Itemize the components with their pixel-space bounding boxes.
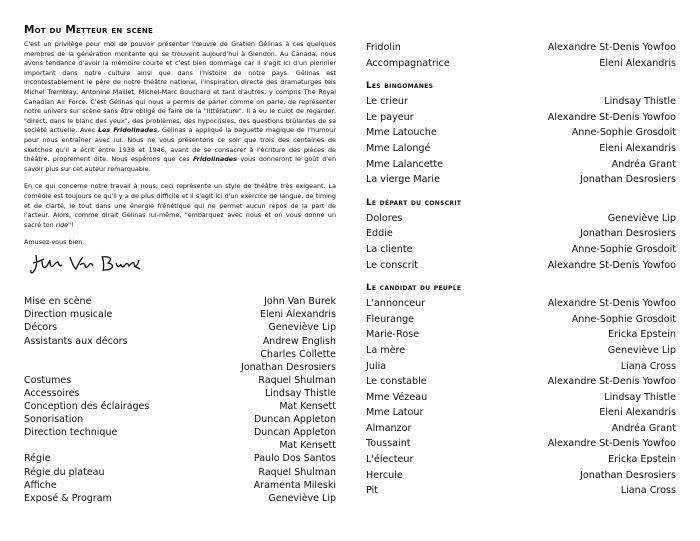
credit-row: Exposé & Program Geneviève Lip <box>24 492 336 504</box>
cast-row: Le conscrit Alexandre St-Denis Yowfoo <box>366 259 676 271</box>
cast-row: Julia Liana Cross <box>366 360 676 372</box>
amusez-vous: Amusez-vous bien. <box>24 238 85 247</box>
signature-image <box>28 251 148 277</box>
credit-row: Régie Paulo Dos Santos <box>24 453 336 465</box>
cast-row: Le constable Alexandre St-Denis Yowfoo <box>366 376 676 388</box>
section-title-bingomanes: Les bingomanes <box>366 81 434 92</box>
credit-row: Affiche Aramenta Mileski <box>24 479 336 491</box>
cast-row: L'électeur Ericka Epstein <box>366 454 676 466</box>
cast-row: Mme Lalancette Andréa Grant <box>366 158 676 170</box>
left-column <box>24 24 336 505</box>
credit-row: Conception des éclairages Mat Kensett <box>24 401 336 413</box>
cast-row: Fleurange Anne-Sophie Grosdoit <box>366 313 676 325</box>
credit-row: Régie du plateau Raquel Shulman <box>24 466 336 478</box>
section-conscrit <box>366 211 676 273</box>
credit-row: Direction technique Duncan Appleton <box>24 427 336 439</box>
credit-row: Jonathan Desrosiers <box>241 361 336 373</box>
cast-row: Mme Latouche Anne-Sophie Grosdoit <box>366 127 676 139</box>
credit-row: Costumes Raquel Shulman <box>24 374 336 386</box>
right-column <box>366 40 676 499</box>
cast-row: Le payeur Alexandre St-Denis Yowfoo <box>366 111 676 123</box>
credits-list <box>24 295 336 505</box>
mot-p2-italic: ride <box>55 220 69 229</box>
cast-row: Pit Liana Cross <box>366 485 676 497</box>
cast-row: Fridolin Alexandre St-Denis Yowfoo <box>366 42 676 53</box>
mot-title: Mot du Metteur en scène <box>24 24 153 36</box>
cast-row: Mme Vézeau Lindsay Thistle <box>366 391 676 403</box>
credit-row: Charles Collette <box>260 348 336 360</box>
section-title-conscrit: Le départ du conscrit <box>366 197 462 208</box>
mot-p1-c: vous donneront le goût d'en savoir plus sur cet auteur remarquable. <box>24 155 336 173</box>
fridolinades-title-1: Les Fridolinades <box>97 126 158 135</box>
credit-row: Décors Geneviève Lip <box>24 322 336 334</box>
cast-row: Toussaint Alexandre St-Denis Yowfoo <box>366 438 676 450</box>
cast-row: Le crieur Lindsay Thistle <box>366 96 676 108</box>
credit-row: Assistants aux décors Andrew English <box>24 335 336 347</box>
credit-row: Mise en scène John Van Burek <box>24 296 336 308</box>
cast-row: Mme Lalongé Eleni Alexandris <box>366 142 676 154</box>
credit-row: Mat Kensett <box>279 440 336 452</box>
section-title-candidat: Le candidat du peuple <box>366 283 462 294</box>
cast-row: Marie-Rose Ericka Epstein <box>366 329 676 341</box>
cast-row: Almanzor Andréa Grant <box>366 422 676 434</box>
mot-p2-end: "! <box>68 220 74 229</box>
cast-intro <box>366 40 676 71</box>
cast-row: Hercule Jonathan Desrosiers <box>366 469 676 481</box>
cast-row: Dolores Geneviève Lip <box>366 212 676 224</box>
cast-row: L'annonceur Alexandre St-Denis Yowfoo <box>366 298 676 310</box>
mot-p2: En ce qui concerne notre travail à nous, ceci représente un style de théâtre très exigeant. La comédie est toujours ce qu'il y a de plus difficile et il s'agit ici d'un exercice de langue, de timing et de clarté, le tout dans une énergie frénétique qui ne permet aucun repos de la part de l'acteur. Alors, comme dirait Gélinas lui-même, "embarquez avec nous et on vous donne un sacré ton <box>24 182 336 229</box>
mot-paragraph-1 <box>24 40 336 174</box>
cast-row: La mère Geneviève Lip <box>366 344 676 356</box>
section-bingomanes <box>366 94 676 188</box>
section-candidat <box>366 296 676 499</box>
mot-p1-a: C'est un privilège pour moi de pouvoir présenter l'œuvre de Gratien Gélinas à ces quelques membres de la génération montante qui se trouvent aujourd'hui à Glendon. Au Canada, nous avons tendance d'avoir la mémoire courte et c'est bien dommage car il s'agit ici d'un pionnier important dans notre culture ainsi que dans l'histoire de notre pays. Gélinas est incontestablement le père de notre théâtre national, l'inspiration directe des dramaturges tels Michel Tremblay, Antonine Maillet, Michel-Marc Bouchard et tant d'autres, y compris The Royal Canadian Air Force. C'est Gélinas qui nous a permis de parler comme on parle, de représenter notre univers sur scène sans être obligé de faire de la "littérature". Il a eu le culot de regarder, "direct, dans le blanc des yeux", des problèmes, des hypocrisies, des questions brûlantes de sa société actuelle. Avec <box>24 40 336 135</box>
credit-row: Sonorisation Duncan Appleton <box>24 414 336 426</box>
credit-row: Direction musicale Eleni Alexandris <box>24 309 336 321</box>
credit-row: Accessoires Lindsay Thistle <box>24 387 336 399</box>
cast-row: Accompagnatrice Eleni Alexandris <box>366 57 676 69</box>
cast-row: Eddie Jonathan Desrosiers <box>366 228 676 240</box>
fridolinades-title-2: Fridolinades <box>193 155 237 164</box>
mot-p1-b: , Gélinas a appliqué la baguette magique de l'humour pour nous entraîner avec lui. Nous ne vous présentons ce soir que trois des centaines de sketches qu'il a écrit entre 1938 et 1946, avant de se consacrer à l'écriture des pièces de théâtre, proprement dite. Nous espérons que ces <box>24 126 336 164</box>
mot-paragraph-2 <box>24 182 336 230</box>
cast-row: La vierge Marie Jonathan Desrosiers <box>366 174 676 186</box>
cast-row: Mme Latour Eleni Alexandris <box>366 407 676 419</box>
cast-row: La cliente Anne-Sophie Grosdoit <box>366 243 676 255</box>
